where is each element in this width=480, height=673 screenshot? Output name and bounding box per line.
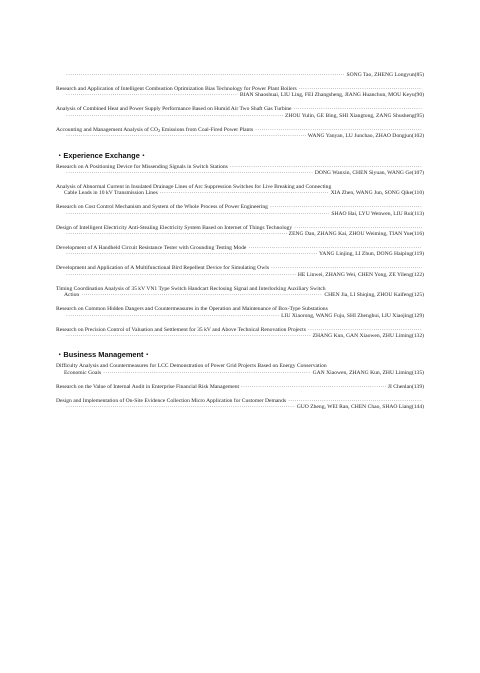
- leader-dots: [81, 292, 322, 298]
- entry-title: Analysis of Abnormal Current in Insulated Drainage Lines of Arc Suppression Switches for Live Breaking and Connecting: [56, 183, 332, 190]
- entry-title: Research on Common Hidden Dangers and Countermeasures in the Operation and Maintenance of Box-Type Substations: [56, 306, 328, 313]
- section-heading-experience: ・Experience Exchange・: [56, 150, 148, 160]
- entry-title: Research and Application of Intelligent Combustion Optimization Bias Technology for Power Plant Boilers ·····: [56, 86, 424, 92]
- entry-title: Accounting and Management Analysis of $CO_2$ Emissions from Coal-Fired Power Plants ·····: [56, 127, 424, 133]
- leader-dots: [66, 133, 306, 139]
- entry-authors-line: [56, 113, 424, 119]
- entry-authors-line: [56, 333, 424, 339]
- entry-authors: GAN Xiaowen, ZHANG Kun, ZHU Liming(135): [312, 369, 424, 376]
- entry-authors: SONG Tao, ZHENG Longyun(85): [346, 72, 424, 78]
- entry-authors: YANG Linjing, LI Zhun, DONG Haiping(119): [319, 251, 424, 258]
- entry-title: Design of Intelligent Electricity Anti-Stealing Electricity System Based on Internet of Things Technology ·····: [56, 225, 424, 231]
- entry-authors-line: [56, 251, 424, 257]
- entry-title: Development of A Handheld Circuit Resistance Tester with Grounding Testing Mode ·····: [56, 245, 424, 251]
- entry-authors: DONG Wanxin, CHEN Siyuan, WANG Ge(107): [314, 169, 424, 176]
- entry-title-cont: Economic Goals ····· GAN Xiaowen, ZHANG Kun, ZHU Liming(135): [56, 370, 424, 376]
- section-heading-business: ・Business Management・: [56, 350, 151, 360]
- entry-authors-line: [56, 272, 424, 278]
- subscript: 2: [158, 127, 161, 133]
- entry-authors: ZHOU Yulin, GE Bing, SHI Xiangtong, ZANG Shusheng(95): [284, 112, 424, 119]
- table-of-contents: [56, 72, 424, 410]
- entry-authors-line: [56, 231, 424, 237]
- entry-authors-line: [56, 211, 424, 217]
- entry-title: Analysis of Combined Heat and Power Supply Performance Based on Humid Air Two Shaft Gas Turbine ·····: [56, 106, 424, 112]
- entry-authors: LIU Xiaorong, WANG Fuju, SHI Zhenghui, LIU Xiaojing(129): [281, 312, 424, 319]
- leader-dots: [66, 72, 345, 78]
- entry-authors: BIAN Shaoshuai, LIU Ling, FEI Zhangsheng, JIANG Huanchun, MOU Keyu(90): [239, 92, 424, 99]
- entry-authors: ZENG Dan, ZHANG Kai, ZHOU Weiming, TIAN Yue(116): [288, 231, 424, 238]
- toc-entry-85: [56, 72, 424, 78]
- entry-title: Research on Precision Control of Valuation and Settlement for 35 kV and Above Technical Renovation Projects ·····: [56, 327, 424, 333]
- entry-authors: GUO Zheng, WEI Ran, CHEN Chao, SHAO Liang(144): [296, 404, 424, 411]
- entry-authors-line: [56, 92, 424, 98]
- leader-dots: [66, 333, 311, 339]
- entry-title: Timing Coordination Analysis of 35 kV VN1 Type Switch Handcart Reclosing Signal and Interlocking Auxiliary Switch: [56, 285, 326, 292]
- entry-title: Design and Implementation of On-Site Evidence Collection Micro Application for Customer Demands ·····: [56, 398, 424, 404]
- entry-title: Development and Application of A Multifunctional Bird Repellent Device for Simulating Owls ·····: [56, 265, 424, 271]
- entry-authors: XIA Zhen, WANG Jun, SONG Qike(110): [330, 190, 424, 197]
- entry-authors: WANG Yanyan, LU Junchao, ZHAO Dongjun(102): [307, 133, 424, 140]
- entry-title: Difficulty Analysis and Countermeasures for LCC Demonstration of Power Grid Projects Based on Energy Conservation: [56, 363, 327, 370]
- entry-authors-line: [56, 404, 424, 410]
- leader-dots: [241, 384, 386, 390]
- entry-authors: SHAO Hai, LYU Wenwen, LIU Rui(113): [331, 210, 424, 217]
- entry-authors: HE Linwei, ZHANG Wei, CHEN Yong, ZE Yileng(122): [297, 271, 424, 278]
- leader-dots: [66, 113, 283, 119]
- entry-title-cont: Action ····· CHEN Jia, LI Shiqing, ZHOU Kaifeng(125): [56, 292, 424, 298]
- leader-dots: [66, 313, 279, 319]
- leader-dots: [66, 92, 238, 98]
- leader-dots: [160, 190, 329, 196]
- entry-authors-line: [56, 170, 424, 176]
- entry-authors-line: [56, 133, 424, 139]
- entry-title: Research on Cost Control Mechanism and System of the Whole Process of Power Engineering ·····: [56, 204, 424, 210]
- leader-dots: [66, 251, 317, 257]
- entry-title: Research on the Value of Internal Audit in Enterprise Financial Risk Management ····· JI Chenlan(139): [56, 384, 424, 390]
- entry-title-cont: Cable Leads in 10 kV Transmission Lines ····· XIA Zhen, WANG Jun, SONG Qike(110): [56, 190, 424, 196]
- entry-authors-line: [56, 313, 424, 319]
- leader-dots: [66, 211, 329, 217]
- entry-authors: CHEN Jia, LI Shiqing, ZHOU Kaifeng(125): [324, 292, 424, 299]
- leader-dots: [66, 272, 296, 278]
- leader-dots: [66, 404, 295, 410]
- entry-authors: ZHANG Kun, GAN Xiaowen, ZHU Liming(132): [312, 332, 424, 339]
- leader-dots: [66, 170, 313, 176]
- entry-authors: JI Chenlan(139): [387, 383, 424, 390]
- entry-title: Research on A Positioning Device for Missending Signals in Switch Stations ·····: [56, 164, 424, 170]
- leader-dots: [66, 231, 287, 237]
- leader-dots: [103, 370, 310, 376]
